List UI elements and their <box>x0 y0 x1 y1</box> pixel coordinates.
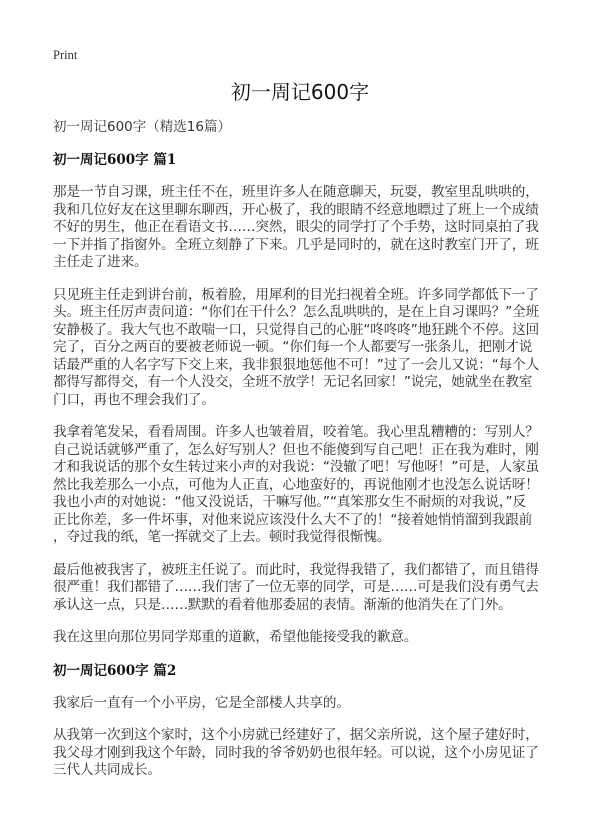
paragraph <box>53 727 553 780</box>
text-line: 正比你差，多一件坏事，对他来说应该没什么大不了的！“接着她悄悄溜到我跟前 <box>53 511 533 528</box>
text-line: 主任走了进来。 <box>53 254 148 270</box>
text-line: 我也小声的对她说：“他又没说话，干嘛写他。”“真笨那女生不耐烦的对我说，”反 <box>53 494 526 510</box>
text-line: 最后他被我害了，被班主任说了。而此时，我觉得我错了，我们都错了，而且错得 <box>53 561 539 578</box>
paragraph <box>53 184 553 272</box>
text-line: ，夺过我的纸，笔一挥就交了上去。顿时我觉得很惭愧。 <box>53 529 391 545</box>
document-subtitle: 初一周记600字（精选16篇） <box>53 119 231 135</box>
text-line: 话最严重的人名字写下交上来，我非狠狠地惩他不可！”过了一会儿又说：“每个人 <box>53 356 540 373</box>
print-label: Print <box>53 48 78 62</box>
text-line: 我家后一直有一个小平房，它是全部楼人共享的。 <box>53 694 350 711</box>
section-1 <box>53 151 553 647</box>
paragraph <box>53 287 553 410</box>
text-line: 我和几位好友在这里聊东聊西，开心极了，我的眼睛不经意地瞟过了班上一个成绩 <box>53 201 539 218</box>
text-line: 很严重！我们都错了……我们害了一位无辜的同学，可是……可是我们没有勇气去 <box>53 579 539 595</box>
text-line: 完了，百分之两百的要被老师说一顿。“你们每一个人都要写一张条儿，把刚才说 <box>53 339 533 355</box>
document-title: 初一周记600字 <box>230 80 370 104</box>
paragraph <box>53 629 553 647</box>
text-line: 三代人共同成长。 <box>53 762 161 778</box>
section-2 <box>53 662 553 780</box>
text-line: 那是一节自习课，班主任不在，班里许多人在随意聊天，玩耍，教室里乱哄哄的， <box>53 184 539 200</box>
text-line: 才和我说话的那个女生转过来小声的对我说：“没辙了吧！写他呀！”可是，人家虽 <box>53 459 540 475</box>
text-line: 只见班主任走到讲台前，板着脸，用犀利的目光扫视着全班。许多同学都低下一了 <box>53 286 539 303</box>
text-line: 然比我差那么一小点，可他为人正直，心地蛮好的，再说他刚才也没怎么说话呀！ <box>53 476 539 493</box>
text-line: 我父母才刚到我这个年龄，同时我的爷爷奶奶也很年轻。可以说，这个小房见证了 <box>53 744 539 761</box>
paragraph <box>53 562 553 615</box>
text-line: 都得写都得交，有一个人没交，全班不放学！无记名回家！”说完，她就坐在教室 <box>53 374 533 390</box>
section-heading: 初一周记600字 篇1 <box>53 152 177 168</box>
text-line: 承认这一点，只是……默默的看着他那委屈的表情。渐渐的他消失在了门外。 <box>53 596 512 613</box>
text-line: 一下并指了指窗外。全班立刻静了下来。几乎是同时的，就在这时教室门开了，班 <box>53 236 539 253</box>
text-line: 不好的男生，他正在看语文书……突然，眼尖的同学打了个手势，这时同桌拍了我 <box>53 219 539 235</box>
section-heading: 初一周记600字 篇2 <box>53 662 177 679</box>
paragraph <box>53 424 553 547</box>
text-line: 我拿着笔发呆，看看周围。许多人也皱着眉，咬着笔。我心里乱糟糟的：写别人？ <box>53 424 539 440</box>
text-line: 从我第一次到这个家时，这个小房就已经建好了，据父亲所说，这个屋子建好时， <box>53 727 539 743</box>
text-line: 门口，再也不理会我们了。 <box>53 391 215 408</box>
document-body <box>53 151 553 795</box>
text-line: 自己说话就够严重了，怎么好写别人？但也不能傻到写自己吧！正在我为难时，刚 <box>53 441 539 458</box>
paragraph <box>53 695 553 713</box>
text-line: 安静极了。我大气也不敢喘一口，只觉得自己的心脏“咚咚咚”地狂跳个不停。这回 <box>53 321 540 338</box>
text-line: 我在这里向那位男同学郑重的道歉，希望他能接受我的歉意。 <box>53 629 418 645</box>
text-line: 头。班主任厉声责问道：“你们在干什么？怎么乱哄哄的，是在上自习课吗？”全班 <box>53 304 540 320</box>
